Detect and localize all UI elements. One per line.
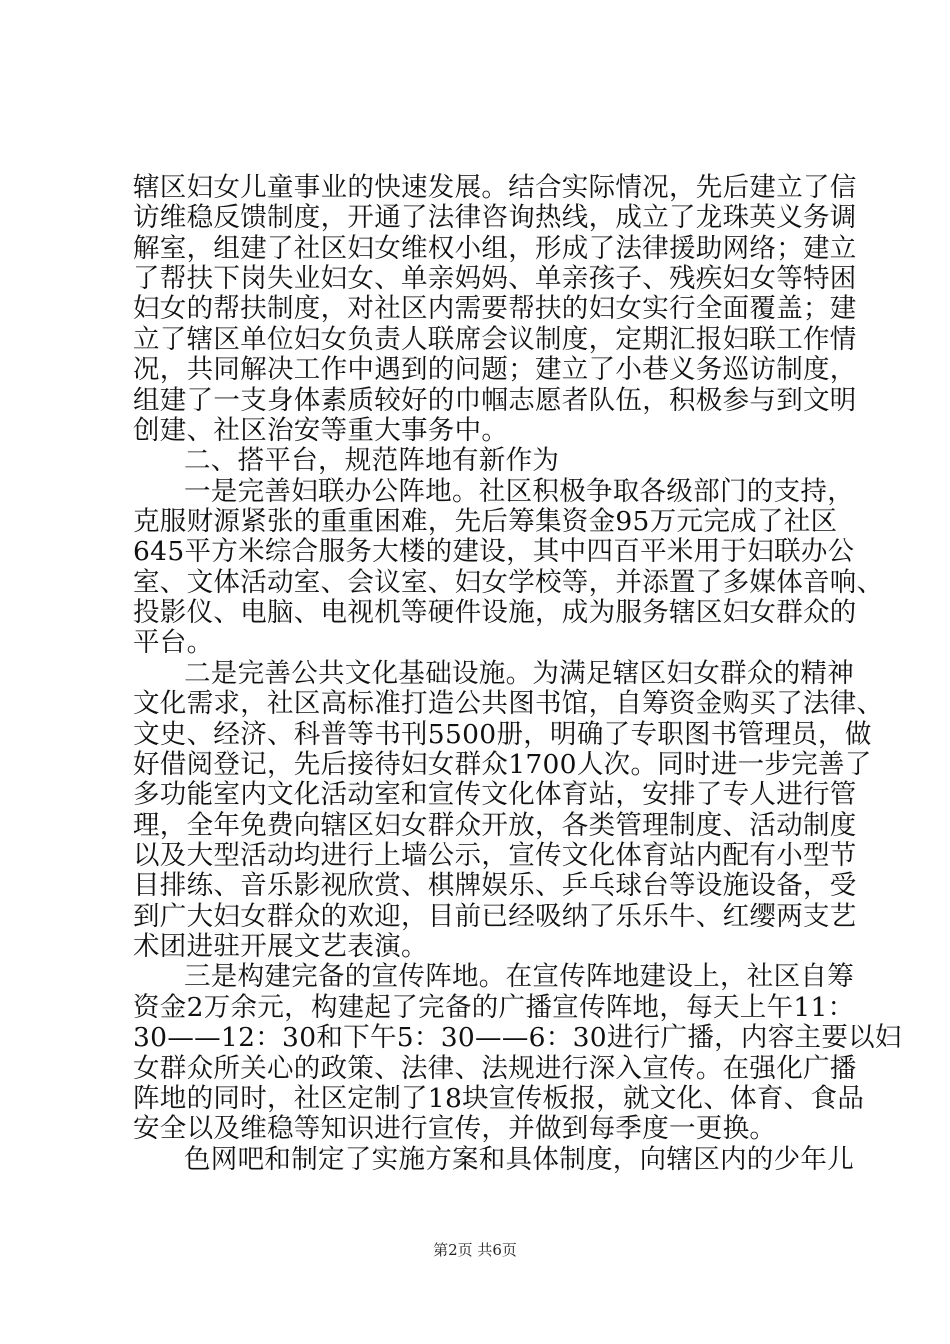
paragraph-line: 解室，组建了社区妇女维权小组，形成了法律援助网络；建立	[133, 233, 857, 264]
paragraph-line: 辖区妇女儿童事业的快速发展。结合实际情况，先后建立了信	[133, 172, 857, 203]
paragraph-line: 文化需求，社区高标准打造公共图书馆，自筹资金购买了法律、	[133, 688, 884, 719]
paragraph-line: 术团进驻开展文艺表演。	[133, 931, 428, 962]
paragraph-line: 好借阅登记，先后接待妇女群众1700人次。同时进一步完善了	[133, 749, 872, 780]
paragraph-line: 30——12：30和下午5：30——6：30进行广播，内容主要以妇	[133, 1022, 902, 1053]
paragraph-line: 到广大妇女群众的欢迎，目前已经吸纳了乐乐牛、红缨两支艺	[133, 901, 857, 932]
paragraph-line: 资金2万余元，构建起了完备的广播宣传阵地，每天上午11：	[133, 992, 855, 1023]
paragraph-line: 创建、社区治安等重大事务中。	[133, 415, 509, 446]
paragraph-line: 三是构建完备的宣传阵地。在宣传阵地建设上，社区自筹	[184, 961, 854, 992]
paragraph-line: 文史、经济、科普等书刊5500册，明确了专职图书管理员，做	[133, 719, 872, 750]
paragraph-line: 女群众所关心的政策、法律、法规进行深入宣传。在强化广播	[133, 1053, 857, 1084]
paragraph-line: 室、文体活动室、会议室、妇女学校等，并添置了多媒体音响、	[133, 567, 884, 598]
paragraph-line: 况，共同解决工作中遇到的问题；建立了小巷义务巡访制度，	[133, 354, 857, 385]
page-number-footer: 第2页 共6页	[433, 1241, 517, 1259]
paragraph-line: 以及大型活动均进行上墙公示，宣传文化体育站内配有小型节	[133, 840, 857, 871]
section-heading: 二、搭平台，规范阵地有新作为	[184, 445, 560, 476]
paragraph-line: 平台。	[133, 627, 214, 658]
paragraph-line: 立了辖区单位妇女负责人联席会议制度，定期汇报妇联工作情	[133, 324, 857, 355]
paragraph-line: 妇女的帮扶制度，对社区内需要帮扶的妇女实行全面覆盖；建	[133, 293, 857, 324]
paragraph-line: 克服财源紧张的重重困难，先后筹集资金95万元完成了社区	[133, 506, 838, 537]
paragraph-line: 组建了一支身体素质较好的巾帼志愿者队伍，积极参与到文明	[133, 385, 857, 416]
paragraph-line: 645平方米综合服务大楼的建设，其中四百平米用于妇联办公	[133, 536, 855, 567]
paragraph-line: 了帮扶下岗失业妇女、单亲妈妈、单亲孩子、残疾妇女等特困	[133, 263, 857, 294]
paragraph-line: 访维稳反馈制度，开通了法律咨询热线，成立了龙珠英义务调	[133, 202, 857, 233]
paragraph-line: 多功能室内文化活动室和宣传文化体育站，安排了专人进行管	[133, 779, 857, 810]
paragraph-line: 目排练、音乐影视欣赏、棋牌娱乐、乒乓球台等设施设备，受	[133, 870, 857, 901]
paragraph-line: 一是完善妇联办公阵地。社区积极争取各级部门的支持，	[184, 476, 854, 507]
paragraph-line: 安全以及维稳等知识进行宣传，并做到每季度一更换。	[133, 1113, 777, 1144]
paragraph-line: 投影仪、电脑、电视机等硬件设施，成为服务辖区妇女群众的	[133, 597, 857, 628]
paragraph-line: 理，全年免费向辖区妇女群众开放，各类管理制度、活动制度	[133, 810, 857, 841]
paragraph-line: 二是完善公共文化基础设施。为满足辖区妇女群众的精神	[184, 658, 854, 689]
paragraph-line: 色网吧和制定了实施方案和具体制度，向辖区内的少年儿	[184, 1144, 854, 1175]
paragraph-line: 阵地的同时，社区定制了18块宣传板报，就文化、体育、食品	[133, 1083, 865, 1114]
